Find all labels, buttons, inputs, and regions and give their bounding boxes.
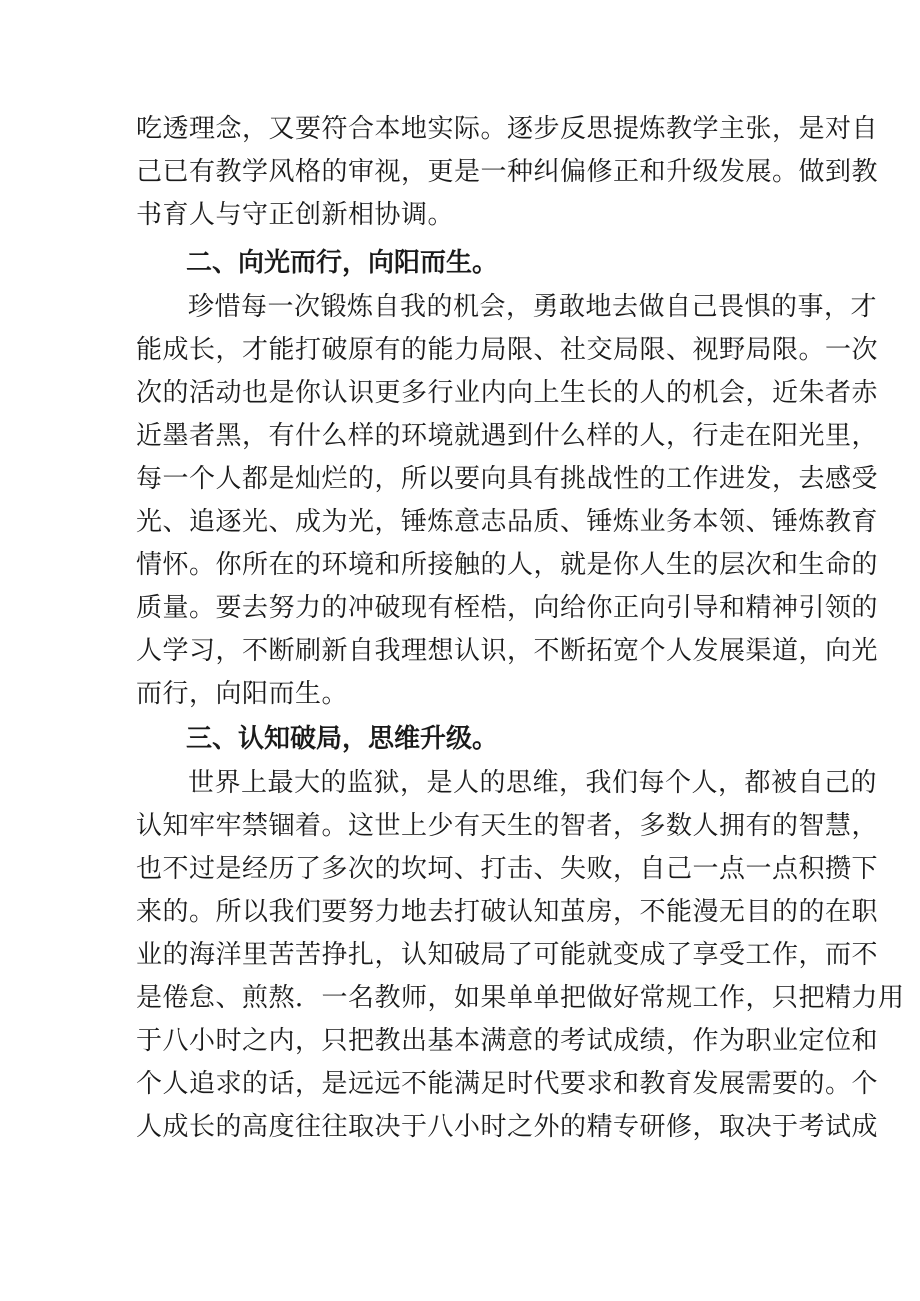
section-heading-3: 三、认知破局，思维升级。 [186, 724, 499, 754]
paragraph-line: 而行，向阳而生。 [136, 679, 349, 709]
paragraph-line: 于八小时之内，只把教出基本满意的考试成绩，作为职业定位和 [136, 1026, 879, 1056]
paragraph-line: 每一个人都是灿烂的，所以要向具有挑战性的工作进发，去感受 [136, 464, 879, 494]
paragraph-3 [136, 762, 905, 1149]
paragraph-line: 也不过是经历了多次的坎坷、打击、失败，自己一点一点积攒下 [136, 854, 879, 884]
section-heading-2: 二、向光而行，向阳而生。 [186, 248, 499, 278]
paragraph-1 [136, 108, 879, 237]
paragraph-line: 珍惜每一次锻炼自我的机会，勇敢地去做自己畏惧的事，才 [188, 292, 878, 322]
paragraph-line: 次的活动也是你认识更多行业内向上生长的人的机会，近朱者赤 [136, 378, 879, 408]
paragraph-line: 书育人与守正创新相协调。 [136, 200, 455, 230]
paragraph-line: 世界上最大的监狱，是人的思维，我们每个人，都被自己的 [188, 768, 878, 798]
paragraph-line: 人成长的高度往往取决于八小时之外的精专研修，取决于考试成 [136, 1112, 879, 1142]
paragraph-line: 来的。所以我们要努力地去打破认知茧房，不能漫无目的的在职 [136, 897, 879, 927]
paragraph-line: 业的海洋里苦苦挣扎，认知破局了可能就变成了享受工作，而不 [136, 940, 879, 970]
paragraph-2 [136, 286, 879, 716]
paragraph-line: 情怀。你所在的环境和所接触的人，就是你人生的层次和生命的 [136, 550, 879, 580]
paragraph-line: 人学习，不断刷新自我理想认识，不断拓宽个人发展渠道，向光 [136, 636, 879, 666]
paragraph-line: 己已有教学风格的审视，更是一种纠偏修正和升级发展。做到教 [136, 157, 879, 187]
paragraph-line: 吃透理念，又要符合本地实际。逐步反思提炼教学主张，是对自 [136, 114, 879, 144]
paragraph-line: 质量。要去努力的冲破现有桎梏，向给你正向引导和精神引领的 [136, 593, 879, 623]
paragraph-line: 是倦怠、煎熬．一名教师，如果单单把做好常规工作，只把精力用 [136, 983, 905, 1013]
paragraph-line: 认知牢牢禁锢着。这世上少有天生的智者，多数人拥有的智慧， [136, 811, 879, 841]
paragraph-line: 光、追逐光、成为光，锤炼意志品质、锤炼业务本领、锤炼教育 [136, 507, 879, 537]
paragraph-line: 能成长，才能打破原有的能力局限、社交局限、视野局限。一次 [136, 335, 879, 365]
paragraph-line: 个人追求的话，是远远不能满足时代要求和教育发展需要的。个 [136, 1069, 879, 1099]
paragraph-line: 近墨者黑，有什么样的环境就遇到什么样的人，行走在阳光里， [136, 421, 879, 451]
